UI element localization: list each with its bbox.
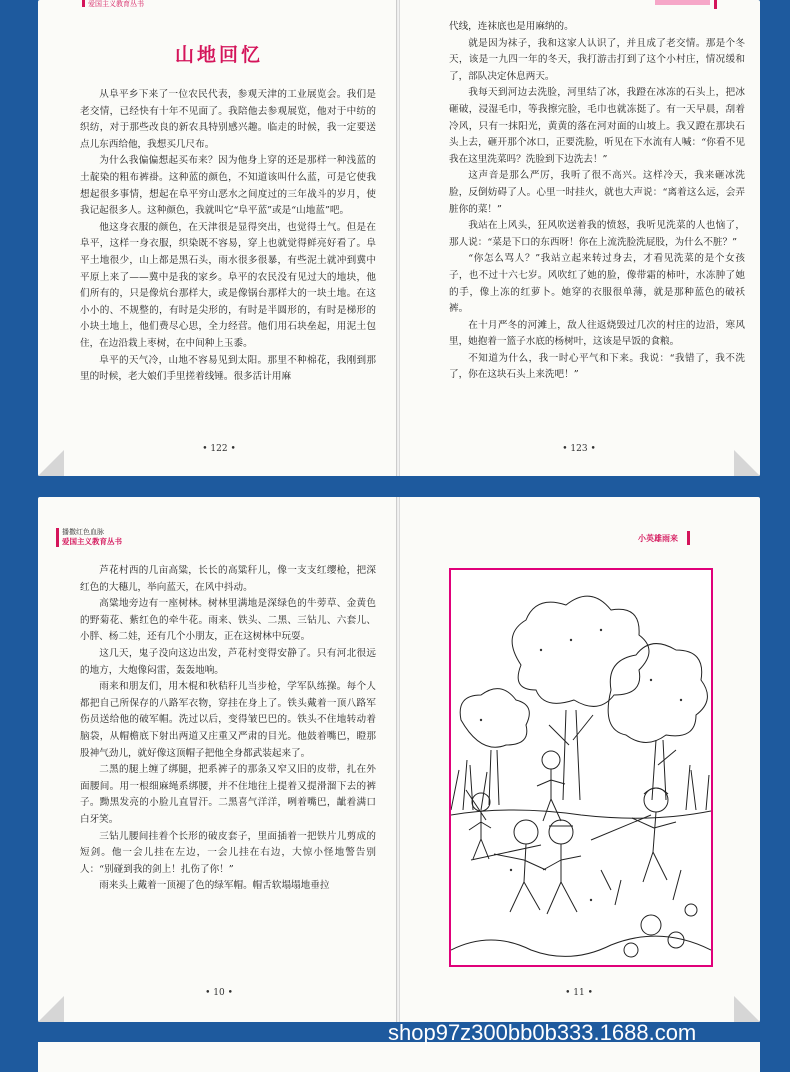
illustration-children-playing (449, 568, 713, 967)
page-122-text (80, 87, 376, 386)
next-spread-left-page (38, 1042, 400, 1072)
series-line-2: 爱国主义教育丛书 (62, 537, 122, 546)
paragraph: 三钻儿腰间挂着个长形的破皮套子，里面插着一把铁片儿剪成的短剑。他一会儿挂在左边，一会儿挂在右边，大惊小怪地警告别人：“别碰到我的剑上！扎伤了你！” (80, 830, 376, 875)
paragraph: 代线，连袜底也是用麻纳的。 (449, 21, 574, 32)
paragraph: 这几天，鬼子没向这边出发，芦花村变得安静了。只有河北很远的地方，大炮像闷雷，轰轰地响。 (80, 647, 376, 676)
paragraph: 雨来头上戴着一顶褪了色的绿军帽。帽舌软塌塌地垂拉 (99, 880, 330, 892)
paragraph: 在十月严冬的河滩上，敌人往返烧毁过几次的村庄的边沿，寒风里，她抱着一篮子水底的杨树叶，这该是早饭的食粮。 (449, 319, 745, 348)
paragraph: 他这身衣服的颜色，在天津很是显得突出，也觉得土气。但是在阜平，这样一身衣服，织染既不容易，穿上也就觉得鲜亮好看了。阜平土地很少，山上都是黑石头，雨水很多很暴，有些泥土就冲到冀中平原上来了——冀中是我的家乡。阜平的农民没有见过大的地块，他们所有的，只是像炕台那样大，或是像锅台那样大的一块土地。在这小小的、不规整的，有时是尖形的，有时是半圆形的，有时是梯形的小块土地上，他们费尽心思，全力经营。他们用石块垒起，用泥土包住，在边沿栽上枣树，在中间种上玉黍。 (80, 221, 376, 349)
accent-bar (56, 528, 59, 547)
paragraph: 二黑的腿上缠了绑腿，把系裤子的那条又窄又旧的皮带，扎在外面腰间。用一根细麻绳系绑腰，并不住地往上提着又提滑溜下去的裤子。黝黑发亮的小脸儿直冒汗。二黑喜气洋洋，咧着嘴巴，龇着满口白牙笑。 (80, 764, 376, 825)
paragraph: 从阜平乡下来了一位农民代表，参观天津的工业展览会。我们是老交情，已经快有十年不见面了。我陪他去参观展览，他对于中纺的织纺，对于那些改良的新农具特别感兴趣。临走的时候，我一定要送点儿东西给他，我想买几尺布。 (80, 89, 376, 150)
top-series-label (82, 0, 144, 8)
paragraph: 为什么我偏偏想起买布来？因为他身上穿的还是那样一种浅蓝的土靛染的粗布裤褂。这种蓝的颜色，不知道该叫什么蓝，可是它使我想起很多事情，想起在阜平穷山恶水之间度过的三年战斗的岁月，使我记起很多人。这种颜色，我就叫它“阜平蓝”或是“山地蓝”吧。 (80, 155, 376, 217)
book-gutter (396, 497, 400, 1022)
page-number-123: • 123 • (562, 444, 596, 454)
paragraph: 雨来和朋友们，用木棍和秋秸秆儿当步枪，学军队练操。每个人都把自己所保存的八路军衣物，穿挂在身上了。铁头戴着一顶八路军伤员送给他的破军帽。洗过以后，变得皱巴巴的。铁头不住地转动着脑袋，从帽檐底下射出两道又庄重又严肃的目光。他鼓着嘴巴，瞪那股神气劲儿，就好像这顶帽子把他全身都武装起来了。 (80, 681, 376, 759)
paragraph: 这声音是那么严厉，我听了很不高兴。这样冷天，我来砸冰洗脸，反倒妨碍了人。心里一时挂火，就也大声说：“离着这么远，会弄脏你的菜！” (449, 170, 745, 215)
page-123-text (449, 19, 745, 384)
page-fold-left (38, 996, 64, 1022)
paragraph: 阜平的天气冷，山地不容易见到太阳。那里不种棉花，我刚到那里的时候，老大娘们手里搓着线锤。很多活计用麻 (80, 354, 376, 383)
top-pink-bar (714, 0, 717, 9)
paragraph: “你怎么骂人？”我站立起来转过身去，才看见洗菜的是个女孩子，也不过十六七岁。风吹红了她的脸，像带霜的柿叶，水冻肿了她的手，像上冻的红萝卜。她穿的衣服很单薄，就是那种蓝色的破袄裤。 (449, 253, 745, 315)
chapter-title: 山地回忆 (174, 44, 263, 66)
paragraph: 芦花村西的几亩高粱，长长的高粱秆儿，像一支支红缨枪，把深红色的大穗儿，举向蓝天，在风中抖动。 (80, 565, 376, 593)
running-header-right (638, 533, 678, 544)
page-fold-right (734, 996, 760, 1022)
top-pink-header (655, 0, 710, 5)
paragraph: 我站在上风头，狂风吹送着我的愤怒，我听见洗菜的人也恼了，那人说：“菜是下口的东西呀！你在上流洗脸洗屁股，为什么不脏？” (449, 220, 745, 248)
paragraph: 高粱地旁边有一座树林。树林里满地是深绿色的牛蒡草、金黄色的野菊花、紫红色的牵牛花。雨来、铁头、二黑、三钻儿、六套儿、小胖、杨二娃，还有几个小朋友，正在这树林中玩耍。 (80, 598, 376, 643)
page-10-text (80, 563, 376, 895)
accent-bar (82, 0, 85, 7)
accent-bar (687, 531, 690, 545)
watermark: shop97z300bb0b333.1688.com (388, 1020, 697, 1045)
page-number-10: • 10 • (205, 988, 233, 998)
series-label (62, 527, 122, 547)
paragraph: 不知道为什么，我一时心平气和下来。我说：“我错了，我不洗了，你在这块石头上来洗吧！” (449, 352, 745, 381)
page-number-122: • 122 • (202, 444, 236, 454)
book-gutter (396, 0, 400, 476)
running-header-text: 小英雄雨来 (638, 533, 678, 543)
page-number-11: • 11 • (565, 988, 593, 998)
top-series-text: 爱国主义教育丛书 (88, 0, 144, 8)
illustration-drawing (451, 570, 711, 965)
paragraph: 就是因为袜子，我和这家人认识了，并且成了老交情。那是个冬天，该是一九四一年的冬天，我打游击打到了这个小村庄，情况缓和了，部队决定休息两天。 (449, 37, 745, 82)
series-line-1: 播撒红色血脉 (62, 528, 104, 536)
next-spread-right-page (398, 1042, 760, 1072)
paragraph: 我每天到河边去洗脸，河里结了冰，我蹬在冰冻的石头上，把冰砸破，浸湿毛巾，等我擦完脸，毛巾也就冻挺了。有一天早晨，刮着冷风，只有一抹阳光，黄黄的落在河对面的山坡上。我又蹬在那块石头上去，砸开那个冰口，正要洗脸，听见在下水流有人喊：“你看不见我在这里洗菜吗？洗脸到下边洗去！” (449, 87, 745, 165)
